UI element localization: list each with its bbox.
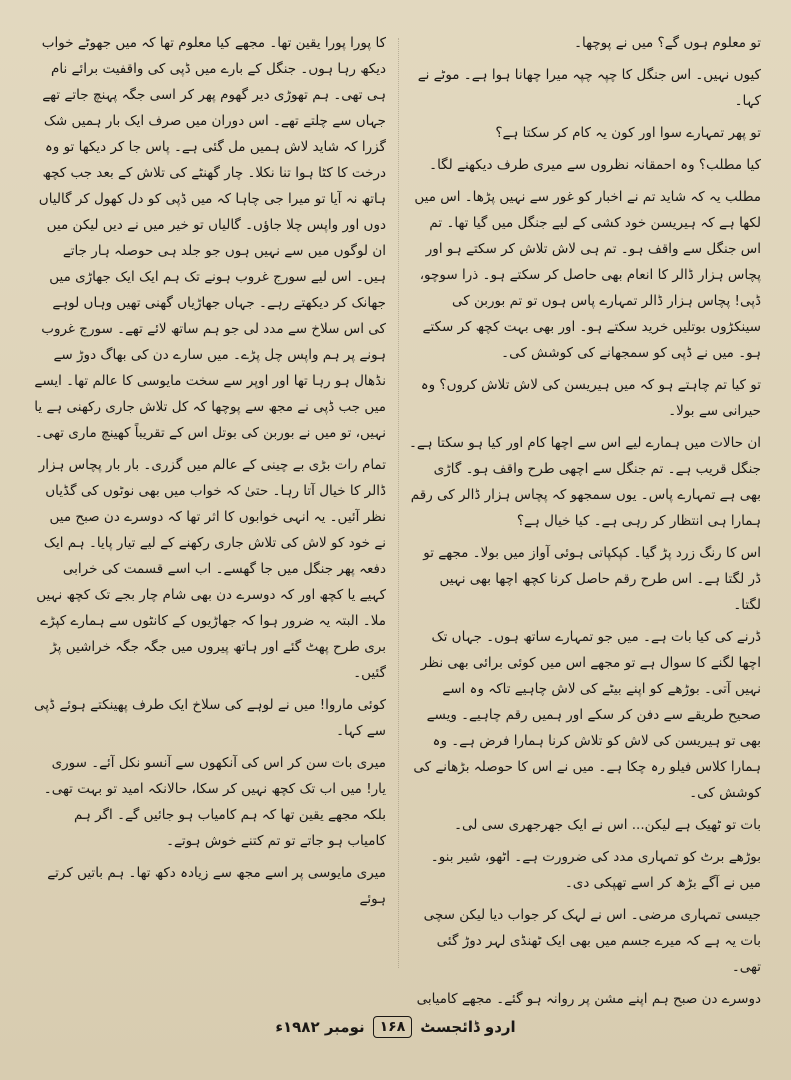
paragraph: ڈرنے کی کیا بات ہے۔ میں جو تمہارے ساتھ ہوں۔ جہاں تک اچھا لگنے کا سوال ہے تو مجھے اس میں کوئی برائی بھی نظر نہیں آتی۔ بوڑھے کو اپنے بیٹے کی لاش چاہیے تاکہ وہ اسے صحیح طریقے سے دفن کر سکے اور ہمیں رقم چاہیے۔ ویسے بھی تو ہیریسن کی لاش کو تلاش کرنا ہمارا فرض ہے۔ وہ ہمارا کلاس فیلو رہ چکا ہے۔ میں نے اس کا حوصلہ بڑھانے کی کوشش کی۔ [413,629,761,801]
paragraph: دوسرے دن صبح ہم اپنے مشن پر روانہ ہو گئے۔ مجھے کامیابی [416,991,761,1007]
page-footer [0,1016,791,1038]
paragraph: مطلب یہ کہ شاید تم نے اخبار کو غور سے نہیں پڑھا۔ اس میں لکھا ہے کہ ہیریسن خود کشی کے لیے جنگل میں گیا تھا۔ تم اس جنگل سے واقف ہو۔ تم ہی لاش تلاش کر سکتے ہو اور پچاس ہزار ڈالر کا انعام بھی حاصل کر سکتے ہو۔ ذرا سوچو، ڈپی! پچاس ہزار ڈالر تمہارے پاس ہوں تو تم بوربن کی سینکڑوں بوتلیں خرید سکتے ہو۔ اور بھی بہت کچھ کر سکتے ہو۔ میں نے ڈپی کو سمجھانے کی کوشش کی۔ [414,189,761,361]
paragraph: ان حالات میں ہمارے لیے اس سے اچھا کام اور کیا ہو سکتا ہے۔ جنگل قریب ہے۔ تم جنگل سے اچھی طرح واقف ہو۔ گاڑی بھی ہے تمہارے پاس۔ یوں سمجھو کہ پچاس ہزار ڈالر کی رقم ہمارا ہی انتظار کر رہی ہے۔ کیا خیال ہے؟ [409,435,761,529]
paragraph: کیوں نہیں۔ اس جنگل کا چپہ چپہ میرا چھانا ہوا ہے۔ موٹے نے کہا۔ [417,67,761,109]
paragraph: جیسی تمہاری مرضی۔ اس نے لہک کر جواب دیا لیکن سچی بات یہ ہے کہ میرے جسم میں بھی ایک ٹھنڈی لہر دوڑ گئی تھی۔ [423,907,761,975]
paragraph: بات تو ٹھیک ہے لیکن... اس نے ایک جھرجھری سی لی۔ [454,817,761,833]
column-divider [398,38,399,968]
paragraph: بوڑھے برٹ کو تمہاری مدد کی ضرورت ہے۔ اٹھو، شیر بنو۔ میں نے آگے بڑھ کر اسے تھپکی دی۔ [430,849,761,891]
page-number: ۱۶۸ [373,1016,413,1038]
magazine-title: اردو ڈائجسٹ [420,1018,516,1036]
paragraph: کوئی ماروا! میں نے لوہے کی سلاخ ایک طرف پھینکتے ہوئے ڈپی سے کہا۔ [34,697,386,739]
right-column [409,30,761,1030]
paragraph: کیا مطلب؟ وہ احمقانہ نظروں سے میری طرف دیکھنے لگا۔ [429,157,761,173]
paragraph: اس کا رنگ زرد پڑ گیا۔ کپکپاتی ہوئی آواز میں بولا۔ مجھے تو ڈر لگتا ہے۔ اس طرح رقم حاصل کرنا کچھ اچھا بھی نہیں لگتا۔ [423,545,761,613]
paragraph: تمام رات بڑی بے چینی کے عالم میں گزری۔ بار بار پچاس ہزار ڈالر کا خیال آتا رہا۔ حتیٰ کہ خواب میں بھی نوٹوں کی گڈیاں نظر آئیں۔ یہ انہی خوابوں کا اثر تھا کہ دوسرے دن صبح میں نے خود کو لاش کی تلاش جاری رکھنے کے لیے تیار پایا۔ ہم ایک دفعہ پھر جنگل میں جا گھسے۔ اب اسے قسمت کی خرابی کہیے یا کچھ اور کہ دوسرے دن بھی شام چار بجے تک کچھ نہیں ملا۔ البتہ یہ ضرور ہوا کہ جھاڑیوں کے کانٹوں سے ہمارے کپڑے بری طرح پھٹ گئے اور ہاتھ پیروں میں جگہ جگہ خراشیں پڑ گئیں۔ [36,457,386,681]
paragraph: تو پھر تمہارے سوا اور کون یہ کام کر سکتا ہے؟ [495,125,761,141]
paragraph: کا پورا پورا یقین تھا۔ مجھے کیا معلوم تھا کہ میں جھوٹے خواب دیکھ رہا ہوں۔ جنگل کے بارے میں ڈپی کی واقفیت برائے نام ہی تھی۔ ہم تھوڑی دیر گھوم پھر کر اسی جگہ پہنچ جاتے تھے جہاں سے چلتے تھے۔ اس دوران میں صرف ایک بار ہمیں شک گزرا کہ شاید لاش ہمیں مل گئی ہے۔ پاس جا کر دیکھا تو وہ درخت کا کٹا ہوا تنا نکلا۔ چار گھنٹے کی تلاش کے بعد جب کچھ ہاتھ نہ آیا تو میرا جی چاہا کہ میں ڈپی کو دل کھول کر گالیاں دوں اور واپس چلا جاؤں۔ گالیاں تو خیر میں نے دیں لیکن میں ان لوگوں میں سے نہیں ہوں جو جلد ہی حوصلہ ہار جاتے ہیں۔ اس لیے سورج غروب ہونے تک ہم ایک ایک جھاڑی میں جھانک کر دیکھتے رہے۔ جہاں جھاڑیاں گھنی تھیں وہاں لوہے کی اس سلاخ سے مدد لی جو ہم ساتھ لائے تھے۔ سورج غروب ہونے پر ہم واپس چل پڑے۔ میں سارے دن کی بھاگ دوڑ سے نڈھال ہو رہا تھا اور اوپر سے سخت مایوسی کا عالم تھا۔ ایسے میں جب ڈپی نے مجھ سے پوچھا کہ کل تلاش جاری رکھنی ہے یا نہیں، تو میں نے بوربن کی بوتل اس کے تقریباً کھینچ ماری تھی۔ [34,35,386,441]
paragraph: میری مایوسی پر اسے مجھ سے زیادہ دکھ تھا۔ ہم باتیں کرتے ہوئے [47,865,386,907]
paragraph: تو کیا تم چاہتے ہو کہ میں ہیریسن کی لاش تلاش کروں؟ وہ حیرانی سے بولا۔ [420,377,761,419]
text-columns [34,30,761,1030]
paragraph: تو معلوم ہوں گے؟ میں نے پوچھا۔ [574,35,761,51]
issue-date: نومبر ۱۹۸۲ء [275,1018,365,1036]
paragraph: میری بات سن کر اس کی آنکھوں سے آنسو نکل آئے۔ سوری یار! میں اب تک کچھ نہیں کر سکا، حالانکہ امید تو بہت تھی۔ بلکہ مجھے یقین تھا کہ ہم کامیاب ہو جائیں گے۔ اگر ہم کامیاب ہو جاتے تو تم کتنے خوش ہوتے۔ [43,755,386,849]
left-column [34,30,386,1030]
